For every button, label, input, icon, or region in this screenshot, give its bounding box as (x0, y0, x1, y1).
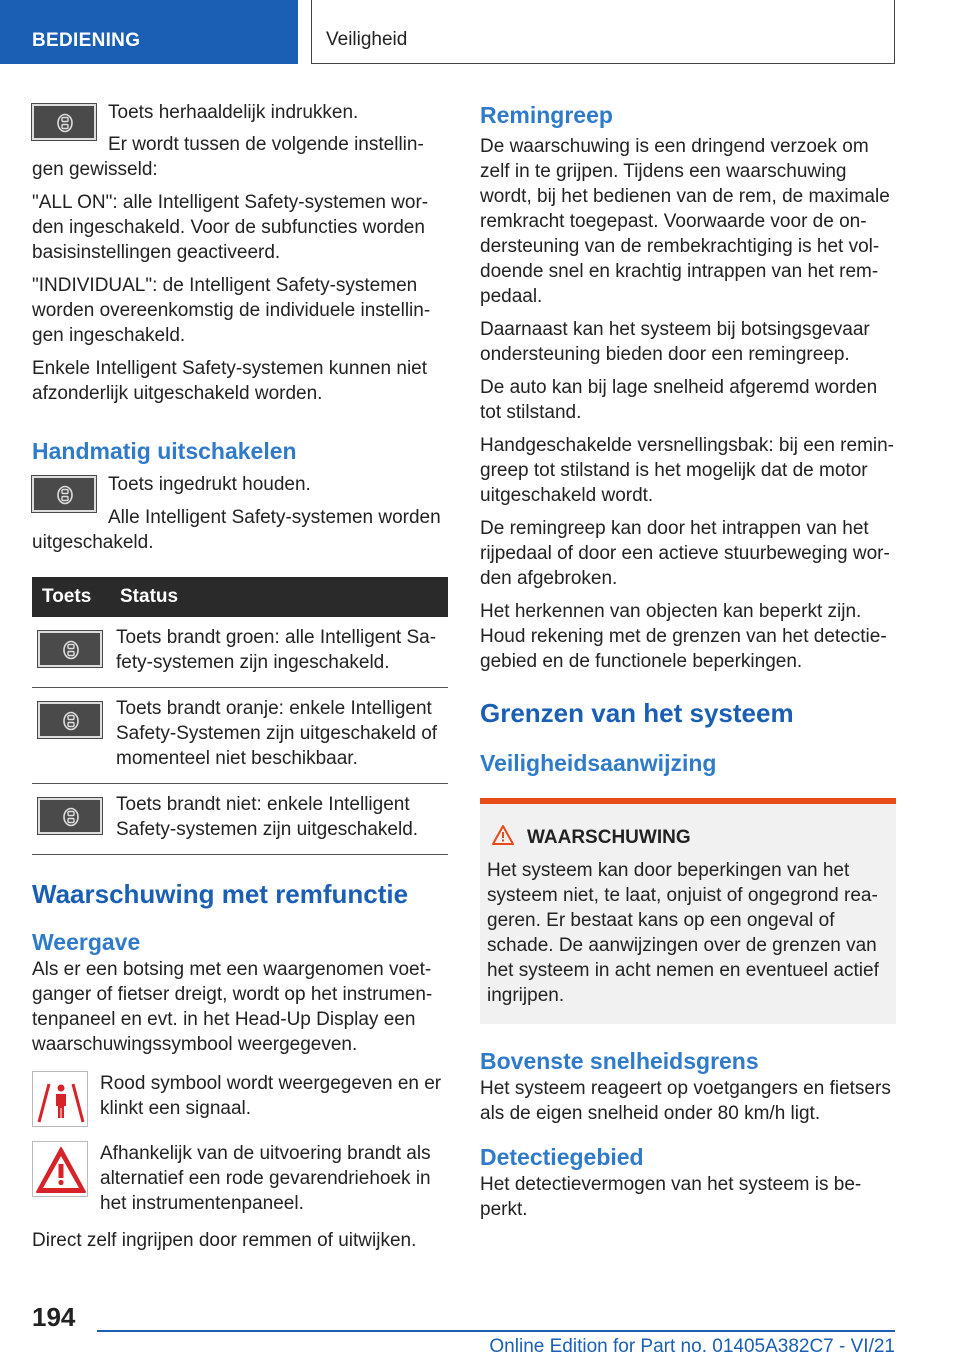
table-row (32, 617, 448, 688)
table-cell-status: Toets brandt groen: alle Intelligent Sa-fety-systemen zijn ingeschakeld. (110, 617, 448, 688)
table-header-status: Status (110, 577, 448, 617)
warning-text: Het systeem kan door beperkingen van het systeem niet, te laat, onjuist of ongegrond rea-geren. Er bestaat kans op een ongeval of schade. De aanwijzingen over de grenzen van het systeem in acht nemen en eventueel actief ingrijpen. (487, 860, 879, 1006)
all-on-text: "ALL ON": alle Intelligent Safety-systemen wor-den ingeschakeld. Voor de subfuncties worden basisinstellingen geactiveerd. (32, 192, 429, 263)
table-cell-status: Toets brandt niet: enkele Intelligent Safety-systemen zijn uitgeschakeld. (110, 784, 448, 855)
safety-button-icon (32, 104, 96, 140)
safety-button-icon (32, 476, 96, 512)
manual-off-heading: Handmatig uitschakelen (32, 438, 297, 464)
intervention-p5: De remingreep kan door het intrappen van het rijpedaal of door een actieve stuurbeweging wor-den afgebroken. (480, 518, 890, 589)
table-header-key: Toets (32, 577, 110, 617)
manual-block (32, 472, 448, 555)
safety-notice-heading: Veiligheidsaanwijzing (480, 750, 717, 776)
section-tab: BEDIENING (0, 0, 298, 64)
intro-icon-text: Toets herhaaldelijk indrukken. (108, 102, 359, 123)
direct-action-text: Direct zelf ingrijpen door remmen of uitwijken. (32, 1230, 417, 1251)
intervention-p3: De auto kan bij lage snelheid afgeremd worden tot stilstand. (480, 377, 878, 423)
display-heading: Weergave (32, 929, 141, 955)
safety-button-off-icon (38, 798, 102, 834)
page-number: 194 (32, 1302, 76, 1332)
upper-speed-heading: Bovenste snelheidsgrens (480, 1048, 759, 1074)
left-column (32, 100, 448, 1261)
intervention-p1: De waarschuwing is een dringend verzoek om zelf in te grijpen. Tijdens een waarschuwing wordt, bij het bedienen van de rem, de maximale remkracht toegepast. Voorwaarde voor de on-dersteuning van de rembekrachtiging is het vol-doende snel en krachtig intrappen van het rem-pedaal. (480, 136, 890, 307)
intervention-p6: Het herkennen van objecten kan beperkt zijn. Houd rekening met de grenzen van het detectie-gebied en de functionele beperkingen. (480, 601, 887, 672)
warning-title-row (487, 824, 889, 852)
warning-triangle-icon (32, 1141, 88, 1197)
detection-heading: Detectiegebied (480, 1144, 644, 1170)
individual-text: "INDIVIDUAL": de Intelligent Safety-systemen worden overeenkomstig de individuele instellin-gen ingeschakeld. (32, 275, 431, 346)
intervention-p4: Handgeschakelde versnellingsbak: bij een remin-greep tot stilstand is het mogelijk dat de motor uitgeschakeld wordt. (480, 435, 895, 506)
chapter-tab: Veiligheid (311, 0, 895, 64)
status-table (32, 577, 448, 855)
table-row (32, 688, 448, 784)
detection-text: Het detectievermogen van het systeem is be-perkt. (480, 1174, 862, 1220)
right-column (480, 100, 896, 1230)
upper-speed-text: Het systeem reageert op voetgangers en fietsers als de eigen snelheid onder 80 km/h ligt. (480, 1078, 891, 1124)
edition-text: Online Edition for Part no. 01405A382C7 - VI/21 (489, 1336, 895, 1357)
table-row (32, 784, 448, 855)
warning-triangle-icon (491, 824, 515, 852)
table-cell-status: Toets brandt oranje: enkele Intelligent Safety-Systemen zijn uitgeschakeld of momenteel niet beschikbaar. (110, 688, 448, 784)
footer-divider (97, 1330, 895, 1332)
warning-brake-heading: Waarschuwing met remfunctie (32, 879, 409, 909)
intro-block (32, 100, 448, 182)
triangle-text: Afhankelijk van de uitvoering brandt als alternatief een rode gevarendriehoek in het instrumentenpaneel. (100, 1143, 431, 1214)
red-symbol-text: Rood symbool wordt weergegeven en er klinkt een signaal. (100, 1073, 442, 1119)
some-not-text: Enkele Intelligent Safety-systemen kunnen niet afzonderlijk uitgeschakeld worden. (32, 358, 428, 404)
safety-button-orange-icon (38, 702, 102, 738)
display-text: Als er een botsing met een waargenomen voet-ganger of fietser dreigt, wordt op het instrumen-tenpaneel en evt. in het Head-Up Display een waarschuwingssymbool weergegeven. (32, 959, 433, 1055)
system-limits-heading: Grenzen van het systeem (480, 698, 794, 728)
triangle-row (32, 1141, 448, 1224)
manual-icon-text: Toets ingedrukt houden. (108, 474, 311, 495)
intervention-p2: Daarnaast kan het systeem bij botsingsgevaar ondersteuning bieden door een remingreep. (480, 319, 870, 365)
red-symbol-row (32, 1071, 448, 1129)
manual-result-text: Alle Intelligent Safety-systemen worden uitgeschakeld. (32, 507, 441, 553)
warning-box (480, 798, 896, 1024)
intro-switch-text: Er wordt tussen de volgende instellin-gen gewisseld: (32, 134, 424, 180)
pedestrian-warning-icon (32, 1071, 88, 1127)
intervention-heading: Remingreep (480, 102, 613, 128)
warning-title: WAARSCHUWING (527, 827, 691, 848)
safety-button-green-icon (38, 631, 102, 667)
